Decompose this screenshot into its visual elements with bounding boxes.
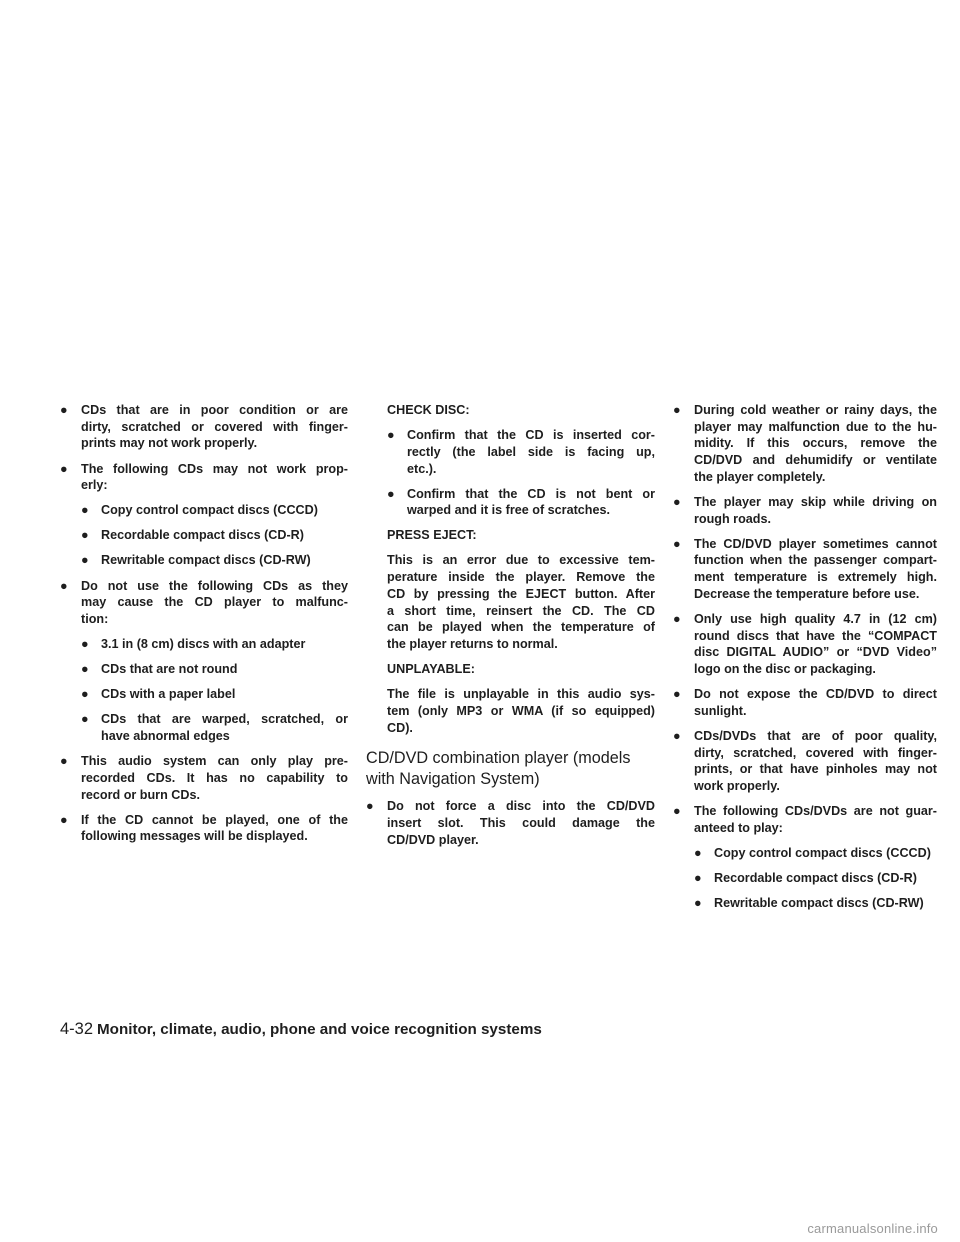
bullet-icon: ● [60,461,68,476]
text-line: perature inside the player. Remove the [387,570,655,585]
bullet-icon: ● [673,687,681,702]
text-line: CD/DVD player. [387,832,479,847]
text-line: with Navigation System) [366,770,540,789]
bullet-icon: ● [81,637,89,652]
bullet-icon: ● [694,845,702,860]
text-line: CDs that are not round [101,662,238,677]
bullet-item [60,402,348,452]
text-line: CD by pressing the EJECT button. After [387,586,655,601]
bullet-icon: ● [673,494,681,509]
bullet-item [366,427,655,477]
bullet-item [60,461,348,494]
bullet-item [60,527,348,544]
bullet-item [673,895,937,912]
text-line: warped and it is free of scratches. [407,503,610,518]
text-line: tion: [81,611,109,626]
text-line: record or burn CDs. [81,787,200,802]
text-line: etc.). [407,461,437,476]
text-line: This audio system can only play pre- [81,754,348,769]
text-line: Recordable compact discs (CD-R) [101,528,304,543]
bullet-icon: ● [81,528,89,543]
text-line: dirty, scratched or covered with finger- [81,419,348,434]
text-line: CDs/DVDs that are of poor quality, [694,728,937,743]
bullet-icon: ● [673,611,681,626]
text-line: Confirm that the CD is not bent or [407,486,655,501]
bullet-item [60,753,348,803]
text-line: Copy control compact discs (CCCD) [101,503,318,518]
bullet-item [673,728,937,795]
text-line: player may malfunction due to the hu- [694,419,937,434]
bullet-item [673,845,937,862]
text-line: function when the passenger compart- [694,553,937,568]
text-line: may cause the CD player to malfunc- [81,595,348,610]
text-line: Do not use the following CDs as they [81,578,348,593]
text-line: CDs that are in poor condition or are [81,403,348,417]
bullet-icon: ● [60,812,68,827]
paragraph [366,527,655,544]
text-line: rough roads. [694,511,771,526]
bullet-item [366,486,655,519]
text-line: CD). [387,720,413,735]
paragraph [366,686,655,736]
text-line: The file is unplayable in this audio sys- [387,687,655,702]
paragraph [366,552,655,652]
bullet-icon: ● [387,486,395,501]
bullet-icon: ● [673,804,681,819]
text-line: The following CDs/DVDs are not guar- [694,804,937,819]
page-footer [60,1020,542,1039]
text-line: a short time, reinsert the CD. The CD [387,603,655,618]
text-line: PRESS EJECT: [387,528,477,543]
text-line: midity. If this occurs, remove the [694,436,937,451]
text-line: CDs that are warped, scratched, or [101,712,348,727]
text-line: insert slot. This could damage the [387,816,655,830]
column-1 [60,402,348,853]
text-line: have abnormal edges [101,729,230,744]
text-line: logo on the disc or packaging. [694,662,876,677]
bullet-icon: ● [387,428,395,443]
bullet-icon: ● [81,503,89,518]
paragraph [366,661,655,678]
text-line: Only use high quality 4.7 in (12 cm) [694,611,937,626]
paragraph [366,402,655,419]
text-line: round discs that have the “COMPACT [694,628,937,643]
text-line: recorded CDs. It has no capability to [81,770,348,785]
bullet-item [673,611,937,678]
text-line: work properly. [694,779,780,794]
text-line: The player may skip while driving on [694,494,937,509]
watermark: carmanualsonline.info [807,1221,938,1236]
text-line: Decrease the temperature before use. [694,586,920,601]
bullet-icon: ● [694,871,702,885]
text-line: Recordable compact discs (CD-R) [714,871,917,885]
section-title: Monitor, climate, audio, phone and voice recognition systems [97,1021,542,1038]
text-line: During cold weather or rainy days, the [694,403,937,417]
text-line: Do not force a disc into the CD/DVD [387,799,655,814]
bullet-icon: ● [81,553,89,568]
column-2 [366,402,655,857]
bullet-item [673,686,937,719]
text-line: The CD/DVD player sometimes cannot [694,536,937,551]
bullet-item [60,812,348,845]
text-line: rectly (the label side is facing up, [407,444,655,459]
bullet-item [60,686,348,703]
bullet-item [673,803,937,836]
bullet-icon: ● [81,687,89,702]
bullet-item [60,711,348,744]
bullet-item [673,494,937,527]
bullet-item [60,502,348,519]
section-heading [366,748,655,790]
text-line: following messages will be displayed. [81,829,308,844]
column-3 [673,402,937,920]
text-line: disc DIGITAL AUDIO” or “DVD Video” [694,645,937,660]
text-line: sunlight. [694,703,747,718]
text-line: CD/DVD and dehumidify or ventilate [694,453,937,468]
bullet-icon: ● [673,403,681,417]
text-line: Copy control compact discs (CCCD) [714,845,931,860]
text-line: UNPLAYABLE: [387,662,475,677]
bullet-icon: ● [366,799,374,814]
bullet-item [60,552,348,569]
text-line: Confirm that the CD is inserted cor- [407,428,655,443]
bullet-icon: ● [60,754,68,769]
text-line: prints may not work properly. [81,436,258,451]
text-line: Rewritable compact discs (CD-RW) [714,896,924,911]
text-line: If the CD cannot be played, one of the [81,812,348,827]
bullet-icon: ● [81,662,89,677]
text-line: Rewritable compact discs (CD-RW) [101,553,311,568]
text-line: The following CDs may not work prop- [81,461,348,476]
text-line: erly: [81,478,108,493]
bullet-icon: ● [694,896,702,911]
text-line: anteed to play: [694,820,783,835]
bullet-item [366,798,655,848]
page-number: 4-32 [60,1020,94,1038]
text-line: Do not expose the CD/DVD to direct [694,687,937,702]
bullet-icon: ● [673,728,681,743]
bullet-icon: ● [673,536,681,551]
text-line: CDs with a paper label [101,687,236,702]
bullet-item [673,536,937,603]
text-line: prints, or that have pinholes may not [694,762,937,777]
text-line: 3.1 in (8 cm) discs with an adapter [101,637,306,652]
bullet-item [673,402,937,486]
text-line: CHECK DISC: [387,403,470,417]
text-line: tem (only MP3 or WMA (if so equipped) [387,703,655,718]
bullet-item [60,578,348,628]
text-line: ment temperature is extremely high. [694,570,937,585]
bullet-icon: ● [60,403,68,417]
bullet-item [673,870,937,887]
bullet-item [60,661,348,678]
bullet-icon: ● [81,712,89,727]
text-line: the player returns to normal. [387,637,558,651]
text-line: CD/DVD combination player (models [366,749,631,768]
text-line: This is an error due to excessive tem- [387,553,655,568]
text-line: dirty, scratched, covered with finger- [694,745,937,760]
bullet-icon: ● [60,578,68,593]
text-line: the player completely. [694,469,826,484]
text-line: can be played when the temperature of [387,620,655,635]
bullet-item [60,636,348,653]
